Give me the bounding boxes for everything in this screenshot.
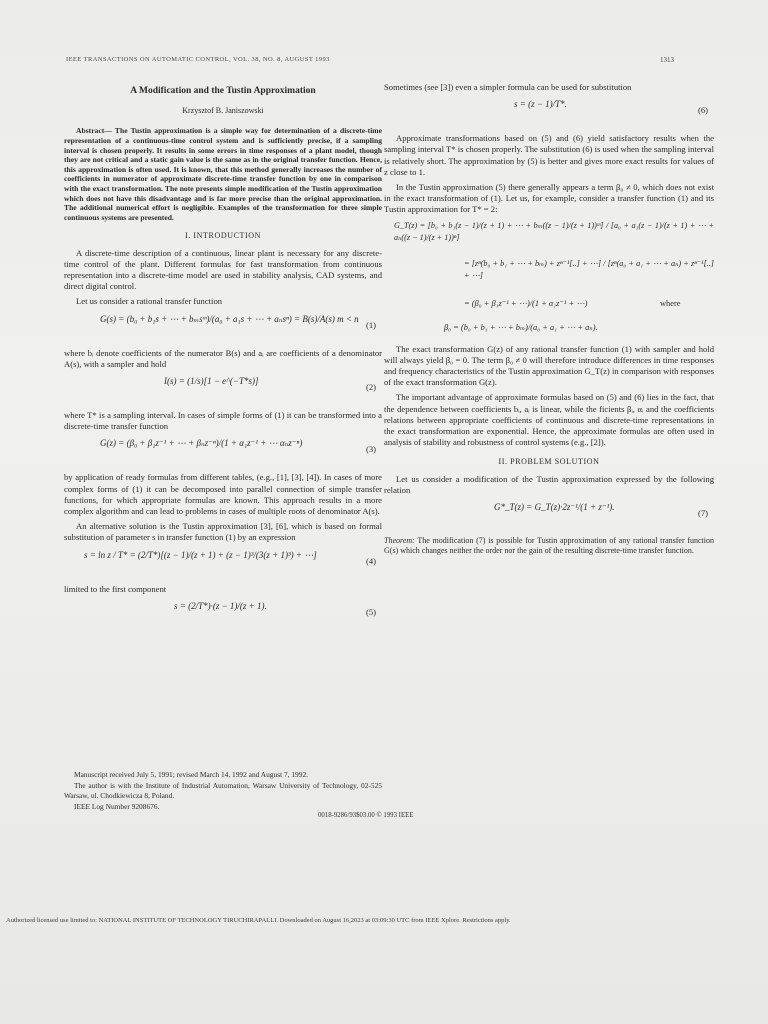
equation-6 bbox=[384, 97, 714, 125]
paragraph: where T* is a sampling interval. In cases of simple forms of (1) it can be transformed into a discrete-time transfer function bbox=[64, 409, 382, 432]
paragraph: An alternative solution is the Tustin approximation [3], [6], which is based on formal substitution of parameter s in transfer function (1) by an expression bbox=[64, 521, 382, 543]
footnote-log: IEEE Log Number 9208676. bbox=[74, 802, 160, 812]
equation-body: G*_T(z) = G_T(z)·2z⁻¹/(1 + z⁻¹). bbox=[494, 502, 615, 513]
equation-number: (1) bbox=[365, 319, 376, 330]
equation-1 bbox=[64, 312, 382, 340]
page-number: 1313 bbox=[660, 56, 674, 64]
equation-beta0: β₀ = (b₀ + b₁ + ⋯ + bₘ)/(a₀ + a₁ + ⋯ + aₙ). bbox=[444, 322, 598, 332]
paragraph: limited to the first component bbox=[64, 583, 167, 594]
footnote-affiliation: The author is with the Institute of Industrial Automation, Warsaw University of Technology, 02-525 Warsaw, ul. Chodkiewicza 8, Poland. bbox=[64, 781, 382, 800]
left-column bbox=[64, 86, 382, 635]
theorem-text: The modification (7) is possible for Tustin approximation of any rational transfer function G(s) which changes neither the order nor the gain of the resulting discrete-time transfer function. bbox=[384, 536, 714, 556]
footnote bbox=[64, 770, 382, 814]
journal-header: IEEE TRANSACTIONS ON AUTOMATIC CONTROL, VOL. 38, NO. 8, AUGUST 1993 bbox=[66, 56, 330, 63]
equation-number: (5) bbox=[365, 606, 376, 617]
equation-4 bbox=[64, 548, 382, 576]
paragraph: Let us consider a modification of the Tustin approximation expressed by the following relation bbox=[384, 473, 714, 495]
section-heading-problem-solution: II. PROBLEM SOLUTION bbox=[498, 457, 600, 467]
equation-number: (2) bbox=[365, 381, 376, 392]
paragraph: Let us consider a rational transfer function bbox=[76, 296, 223, 307]
equation-5 bbox=[64, 599, 382, 627]
equation-number: (3) bbox=[365, 444, 376, 455]
paragraph: Sometimes (see [3]) even a simpler formula can be used for substitution bbox=[384, 82, 632, 92]
equation-number: (7) bbox=[697, 508, 708, 519]
paragraph: by application of ready formulas from different tables, (e.g., [1], [3], [4]). In cases of more complex forms of (1) it can be decomposed into parallel connection of simple transfer functions, for which appropriate formulas are known. This approach results in a more complex algorithm and can lead to problems in cases of multiple roots of denominator A(s). bbox=[64, 472, 382, 516]
paragraph: where bᵢ denote coefficients of the numerator B(s) and aᵢ are coefficients of a denominator A(s), with a sampler and hold bbox=[64, 347, 382, 369]
equation-number: (6) bbox=[697, 105, 708, 116]
equation-tustin-expansion bbox=[384, 220, 714, 340]
equation-body: I(s) = (1/s)[1 − e^(−T*s)] bbox=[164, 375, 259, 386]
equation-gt-line1: G_T(z) = [b₀ + b₁(z − 1)/(z + 1) + ⋯ + bₘ((z − 1)/(z + 1))ᵐ] / [a₀ + a₁(z − 1)/(z + 1) + ⋯ + aₙ((z − 1)/(z + 1))ⁿ] bbox=[394, 220, 714, 242]
equation-7 bbox=[384, 500, 714, 528]
equation-3 bbox=[64, 436, 382, 464]
paper-author: Krzysztof B. Janiszowski bbox=[182, 106, 264, 116]
equation-body: s = ln z / T* = (2/T*)[(z − 1)/(z + 1) + (z − 1)³/(3(z + 1)³) + ⋯] bbox=[84, 549, 317, 560]
equation-number: (4) bbox=[365, 555, 376, 566]
theorem-label: Theorem: bbox=[384, 536, 415, 546]
right-column bbox=[384, 82, 714, 556]
equation-gt-line3: = (β₀ + β₁z⁻¹ + ⋯)/(1 + α₁z⁻¹ + ⋯) bbox=[464, 298, 588, 308]
theorem bbox=[384, 536, 714, 556]
license-notice: Authorized licensed use limited to: NATIONAL INSTITUTE OF TECHNOLOGY TIRUCHIRAPALLI. Downloaded on August 16,2023 at 03:09:30 UTC from IEEE Xplore. Restrictions apply. bbox=[6, 917, 511, 924]
equation-body: G(z) = (β₀ + β₁z⁻¹ + ⋯ + βₙz⁻ⁿ)/(1 + α₁z⁻¹ + ⋯ αₙz⁻ⁿ) bbox=[100, 438, 303, 449]
paragraph: The important advantage of approximate formulas based on (5) and (6) lies in the fact, that the dependence between coefficients bᵢ, aᵢ is linear, while the ficients βᵢ, αᵢ and the coefficients relations between appropriate coefficients of continuous and discrete-time representations in the exact transformation are exponential. Hence, the approximate formulas are often used in analysis of stability and robustness of control systems (e.g., [2]). bbox=[384, 392, 714, 448]
abstract: Abstract— The Tustin approximation is a simple way for determination of a discrete-time representation of a continuous-time control system and is sufficiently precise, if a sampling interval is chosen properly. It results in some errors in time responses of a plant model, though they are not critical and a static gain value is the same as in the original transfer function. Hence, this approximation is often used. It is known, that this method generally increases the number of coefficients in numerator of approximate discrete-time transfer function by one in comparison with the exact transformation. The note presents simple modification of the Tustin approximation which does not have this disadvantage and is far more precise than the original approximation. The additional numerical effort is negligible. Examples of the transformation for three simple continuous systems are presented. bbox=[64, 126, 382, 222]
footnote-received: Manuscript received July 5, 1991; revised March 14, 1992 and August 7, 1992. bbox=[74, 770, 308, 779]
copyright-code: 0018-9286/93$03.00 © 1993 IEEE bbox=[318, 812, 414, 819]
paragraph: Approximate transformations based on (5) and (6) yield satisfactory results when the sampling interval T* is chosen properly. The substitution (6) is used when the sampling interval is relatively short. The approximation by (5) is better and gives more exact results for values of z close to 1. bbox=[384, 133, 714, 177]
paper-title: A Modification and the Tustin Approximation bbox=[130, 86, 316, 96]
equation-gt-line2: = [zⁿ(b₀ + b₁ + ⋯ + bₘ) + zⁿ⁻¹[..] + ⋯] / [zⁿ(a₀ + a₁ + ⋯ + aₙ) + zⁿ⁻¹[..] + ⋯] bbox=[464, 258, 714, 280]
section-heading-introduction: I. INTRODUCTION bbox=[184, 231, 262, 241]
equation-body: G(s) = (b₀ + b₁s + ⋯ + bₘsᵐ)/(a₀ + a₁s + ⋯ + aₙsⁿ) = B(s)/A(s) m < n bbox=[100, 313, 359, 324]
equation-2 bbox=[64, 374, 382, 402]
paragraph: The exact transformation G(z) of any rational transfer function (1) with sampler and hold will always yield β₀ = 0. The term β₀ ≠ 0 will therefore introduce differences in time responses and frequency characteristics of the Tustin approximation G_T(z) in comparison with responses of the exact transformation G(z). bbox=[384, 343, 714, 388]
equation-body: s = (z − 1)/T*. bbox=[514, 99, 567, 110]
where-label: where bbox=[660, 298, 681, 308]
equation-body: s = (2/T*)·(z − 1)/(z + 1). bbox=[174, 600, 267, 611]
paragraph: In the Tustin approximation (5) there generally appears a term β₀ ≠ 0, which does not exist in the exact transformation of (1). Let us, for example, consider a transfer function (1) and its Tustin approximation for T* = 2: bbox=[384, 182, 714, 215]
paragraph: A discrete-time description of a continuous, linear plant is necessary for any discrete-time control of the plant. Different formulas for fast transformation from continuous representation into a discrete-time model are used in stability analysis, CAD systems, and direct digital control. bbox=[64, 247, 382, 292]
